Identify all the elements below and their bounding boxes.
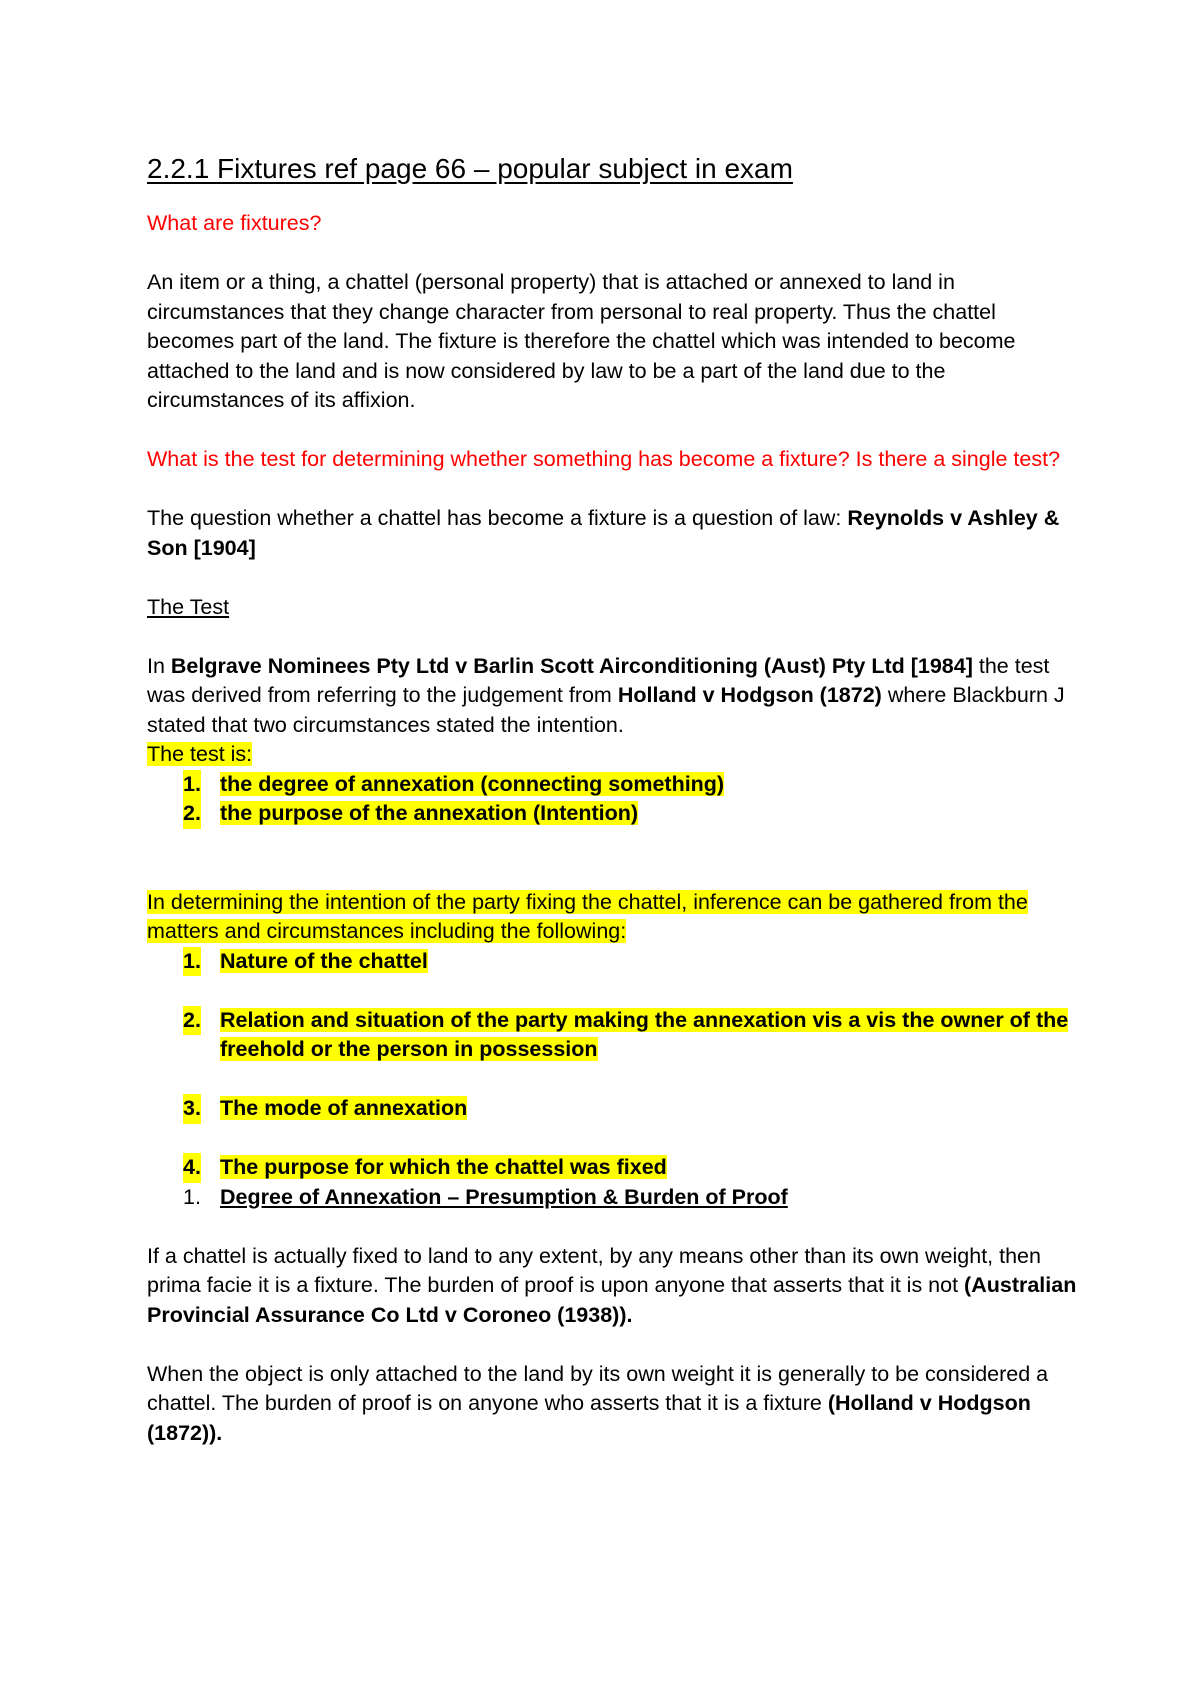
case-belgrave: Belgrave Nominees Pty Ltd v Barlin Scott Airconditioning (Aust) Pty Ltd [1984] [170,653,973,678]
list-item-number: 2. [183,1006,201,1036]
definition-paragraph: An item or a thing, a chattel (personal property) that is attached or annexed to land in circumstances that they change character from personal to real property. Thus the chattel becomes part of the land. The fixture is therefore the chattel which was intended to become attached to the land and is now considered by law to be a part of the land due to the circumstances of its affixion. [147,270,1016,412]
list-item-number: 1. [183,770,201,800]
fixed-paragraph [147,1242,1077,1331]
list-item-text: Nature of the chattel [220,948,428,973]
list-item-number: 1. [183,947,201,977]
question-test: What is the test for determining whether something has become a fixture? Is there a single test? [147,447,1061,471]
section-heading-list [147,1183,1077,1213]
test-is-text: The test is: [147,742,253,766]
list-item-text: the degree of annexation (connecting something) [220,771,725,796]
list-item-text: Relation and situation of the party making the annexation vis a vis the owner of the freehold or the person in possession [220,1007,1069,1061]
matters-list [147,947,1077,1183]
case-reynolds: Reynolds v Ashley & Son [1904] [147,506,1060,560]
belgrave-mid: the test was derived from referring to the judgement from [147,653,1050,707]
case-holland-weight: (Holland v Hodgson (1872)). [147,1391,1031,1445]
list-item [147,947,1077,977]
list-item-number: 3. [183,1094,201,1124]
list-item [147,770,1077,800]
test-heading: The Test [147,594,230,619]
fixed-text: If a chattel is actually fixed to land to any extent, by any means other than its own weight, then prima facie it is a fixture. The burden of proof is upon anyone that asserts that it is not [147,1243,1041,1297]
question-of-law-paragraph [147,504,1077,563]
belgrave-paragraph [147,652,1077,741]
list-item-number: 2. [183,799,201,829]
page-title: 2.2.1 Fixtures ref page 66 – popular subject in exam [147,153,793,184]
belgrave-end: where Blackburn J stated that two circumstances stated the intention. [147,683,1065,737]
list-item [147,1006,1077,1065]
weight-paragraph [147,1360,1077,1449]
list-item-number: 4. [183,1153,201,1183]
list-item-text: The purpose for which the chattel was fixed [220,1155,667,1179]
section-title: Degree of Annexation – Presumption & Burden of Proof [220,1184,788,1209]
list-item [147,1094,1077,1124]
test-is-label [147,740,1077,770]
question-what-are-fixtures: What are fixtures? [147,211,322,235]
document-body [147,151,1077,1448]
list-item [147,799,1077,829]
test-list [147,770,1077,829]
case-coroneo: (Australian Provincial Assurance Co Ltd v Coroneo (1938)). [147,1273,1077,1327]
section-heading [147,1183,1077,1213]
question-of-law-text: The question whether a chattel has become a fixture is a question of law: [147,506,848,530]
list-item-text: The mode of annexation [220,1096,468,1120]
section-number: 1. [183,1184,201,1209]
weight-text: When the object is only attached to the land by its own weight it is generally to be considered a chattel. The burden of proof is on anyone who asserts that it is a fixture [147,1361,1049,1415]
intention-paragraph [147,888,1077,947]
intention-text: In determining the intention of the party fixing the chattel, inference can be gathered from the matters and circumstances including the following: [147,889,1028,943]
belgrave-in: In [147,653,171,678]
list-item [147,1153,1077,1183]
list-item-text: the purpose of the annexation (Intention) [220,801,639,825]
case-holland: Holland v Hodgson (1872) [617,683,882,707]
